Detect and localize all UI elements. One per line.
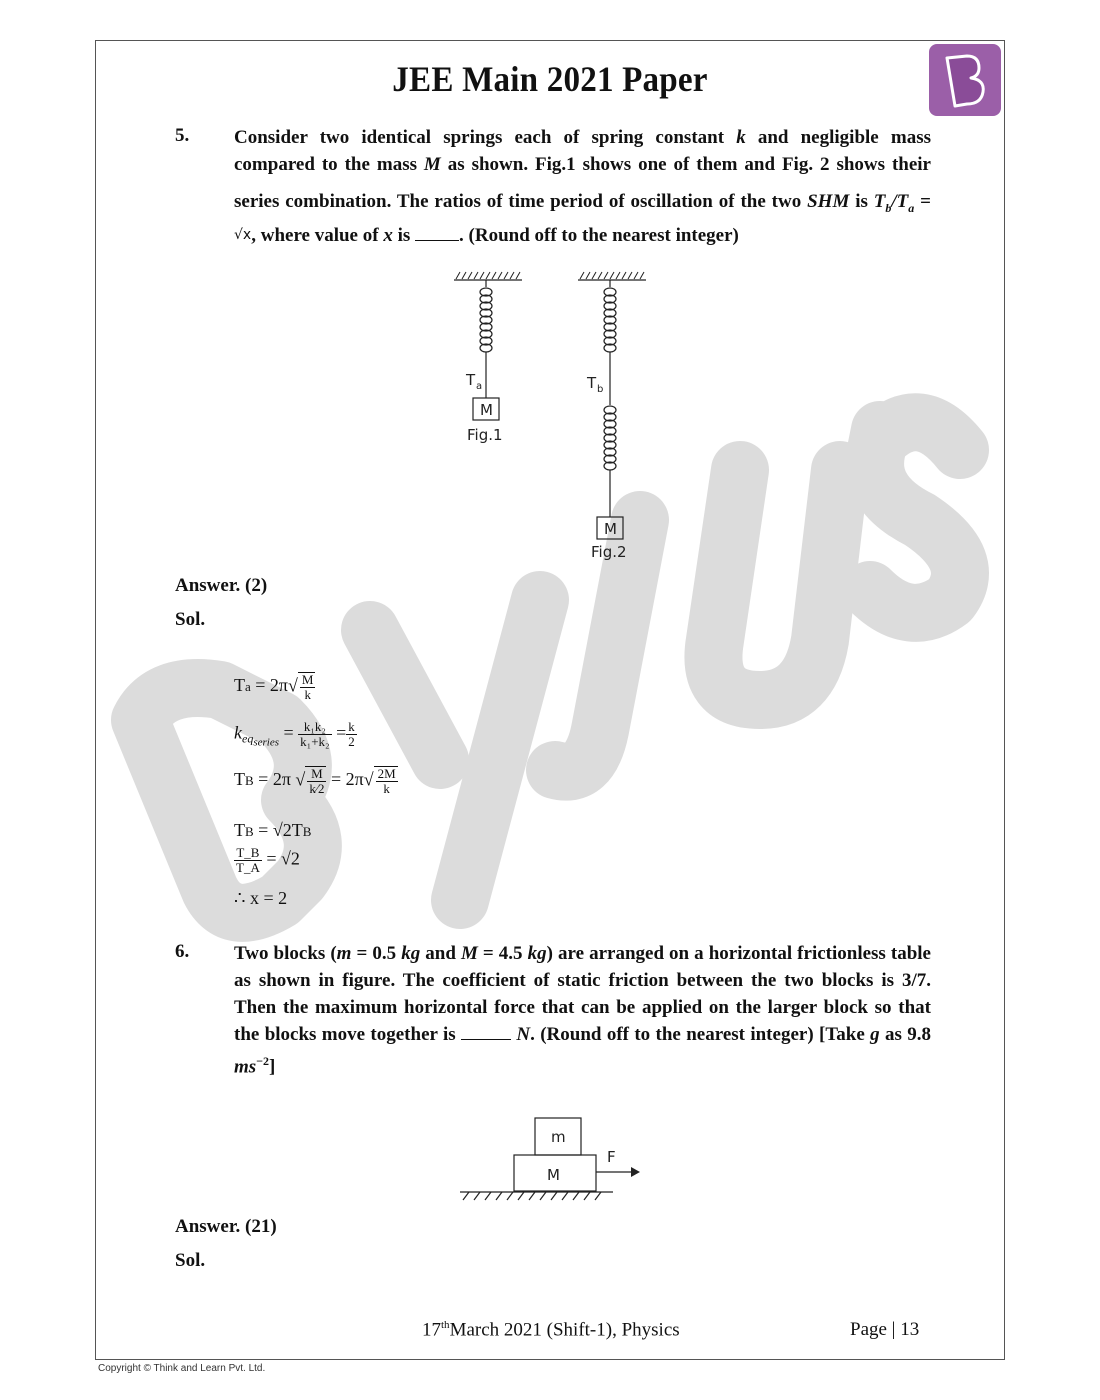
svg-text:M: M bbox=[547, 1166, 560, 1184]
answer-label: Answer. (2) bbox=[175, 575, 268, 596]
question-text: Consider two identical springs each of spring constant k and negligible mass compared to the mass M as shown. Fig.1 shows one of them and Fig. 2 shows their series combination. The ratios of time period of oscillation of the two SHM is $T_b/T_a = ^{√x}$, where value of x is . (Round off to the nearest integer) bbox=[234, 127, 931, 246]
page-title: JEE Main 2021 Paper bbox=[392, 59, 708, 99]
svg-text:M: M bbox=[604, 520, 617, 538]
solution-eq-1: Ta = 2π√ $\frac{M}{k}$ bbox=[234, 672, 314, 702]
solution-eq-5: $\frac{T\_B}{T\_A}$ = √2 bbox=[236, 845, 300, 875]
copyright-text: Copyright © Think and Learn Pvt. Ltd. bbox=[98, 1363, 266, 1374]
svg-text:T: T bbox=[587, 374, 597, 392]
solution-label: Sol. bbox=[175, 609, 206, 630]
page-number: Page | 13 bbox=[850, 1319, 920, 1340]
solution-eq-3: TB = 2π √ $\frac{M}{k⁄2}$ = 2π√ $\frac{2M}{k}$ bbox=[234, 766, 396, 796]
question-text: Two blocks (m = 0.5 kg and M = 4.5 kg) are arranged on a horizontal frictionless table as shown in figure. The coefficient of static friction between the two blocks is 3/7. Then the maximum horizontal force that can be applied on the larger block so that the blocks move together is N. (Round off to the nearest integer) [Take g as 9.8 $ms^{-2}$] bbox=[234, 943, 931, 1078]
question-number: 5. bbox=[175, 125, 190, 146]
svg-text:a: a bbox=[476, 381, 483, 392]
solution-eq-4: TB = √2TB bbox=[234, 820, 312, 840]
svg-text:m: m bbox=[551, 1128, 566, 1146]
solution-eq-6: ∴ x = 2 bbox=[234, 888, 288, 908]
answer-label: Answer. (21) bbox=[175, 1216, 277, 1237]
svg-text:Fig.1: Fig.1 bbox=[467, 426, 503, 444]
svg-text:b: b bbox=[597, 384, 604, 395]
solution-label: Sol. bbox=[175, 1250, 206, 1271]
svg-text:F: F bbox=[607, 1148, 616, 1166]
spring-figure bbox=[440, 265, 670, 565]
force-arrow-icon bbox=[631, 1167, 640, 1177]
svg-text:M: M bbox=[480, 401, 493, 419]
svg-text:T: T bbox=[466, 371, 476, 389]
question-number: 6. bbox=[175, 941, 190, 962]
svg-text:Fig.2: Fig.2 bbox=[591, 543, 627, 561]
blocks-figure bbox=[455, 1112, 655, 1207]
solution-eq-2: $k_{eqseries}$ = $\frac{\text{k₁k₂}}{\text{k₁+k₂}}$ = $\frac{k}{2}$ bbox=[234, 719, 355, 749]
footer-date: 17thMarch 2021 (Shift-1), Physics bbox=[422, 1319, 680, 1341]
